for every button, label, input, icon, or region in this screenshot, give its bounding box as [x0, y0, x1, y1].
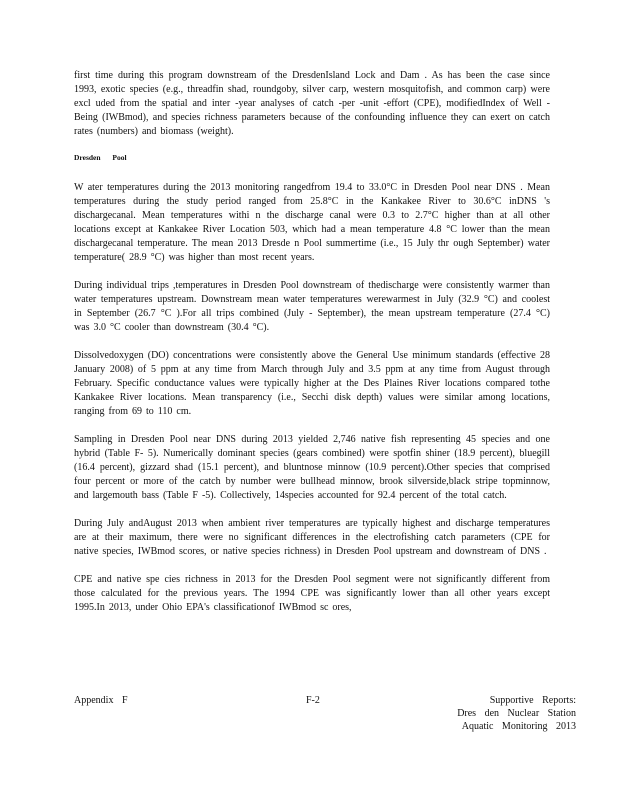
footer-report-title	[457, 694, 576, 733]
paragraph-water-temperatures: W ater temperatures during the 2013 monitoring rangedfrom 19.4 to 33.0°C in Dresden Pool near DNS . Mean temperatures during the study period ranged from 25.8°C in the Kankakee River to 30.6°C inDNS 's dischargecanal. Mean temperatures withi n the discharge canal were 0.3 to 2.7°C higher than at all other locations except at Kankakee River Location 503, which had a mean temperature 4.8 °C lower than the mean dischargecanal temperature. The mean 2013 Dresde n Pool summertime (i.e., 15 July thr ough September) water temperature( 28.9 °C) was higher than most recent years.	[74, 182, 550, 263]
paragraph-sampling: Sampling in Dresden Pool near DNS during 2013 yielded 2,746 native fish representing 45 species and one hybrid (Table F- 5). Numerically dominant species (gears combined) were spotfin shiner (18.9 percent), bluegill (16.4 percent), gizzard shad (15.1 percent), and bluntnose minnow (10.9 percent).Other species that comprised four percent or more of the catch by number were bullhead minnow, brook silverside,black stripe topminnow, and largemouth bass (Table F -5). Collectively, 14species accounted for 92.4 percent of the total catch.	[74, 434, 550, 501]
document-body	[74, 69, 550, 629]
footer-report-line: Supportive Reports:	[489, 695, 576, 706]
paragraph-july-august: During July andAugust 2013 when ambient river temperatures are typically highest and discharge temperatures are at their maximum, there were no significant differences in the electrofishing catch parameters (CPE for native species, IWBmod scores, or native species richness) in Dresden Pool upstream and downstream of DNS .	[74, 518, 550, 557]
paragraph-cpe-richness: CPE and native spe cies richness in 2013 for the Dresden Pool segment were not significantly different from those calculated for the previous years. The 1994 CPE was significantly lower than all other years except 1995.In 2013, under Ohio EPA's classificationof IWBmod sc ores,	[74, 574, 550, 613]
section-heading: Dresden Pool	[74, 153, 127, 162]
footer-report-line: Dres den Nuclear Station	[457, 708, 576, 719]
footer-page-number: F-2	[306, 695, 320, 706]
paragraph-dissolved-oxygen: Dissolvedoxygen (DO) concentrations were consistently above the General Use minimum standards (effective 28 January 2008) of 5 ppm at any time from March through July and 3.5 ppm at any time from August through February. Specific conductance values were typically higher at the Des Plaines River locations compared tothe Kankakee River locations. Mean transparency (i.e., Secchi disk depth) values were similar among locations, ranging from 69 to 110 cm.	[74, 350, 550, 417]
paragraph-individual-trips: During individual trips ,temperatures in Dresden Pool downstream of thedischarge were consistently warmer than water temperatures upstream. Downstream mean water temperatures werewarmest in July (32.9 °C) and coolest in September (26.7 °C ).For all trips combined (July - September), the mean upstream temperature (27.4 °C) was 3.0 °C cooler than downstream (30.4 °C).	[74, 280, 550, 333]
intro-paragraph: first time during this program downstream of the DresdenIsland Lock and Dam . As has been the case since 1993, exotic species (e.g., threadfin shad, roundgoby, silver carp, western mosquitofish, and common carp) were excl uded from the spatial and inter -year analyses of catch -per -unit -effort (CPE), modifiedIndex of Well - Being (IWBmod), and species richness parameters because of the confounding influence they can exert on catch rates (numbers) and biomass (weight).	[74, 70, 550, 137]
footer-appendix-label: Appendix F	[74, 695, 128, 706]
footer-report-line: Aquatic Monitoring 2013	[461, 721, 576, 732]
